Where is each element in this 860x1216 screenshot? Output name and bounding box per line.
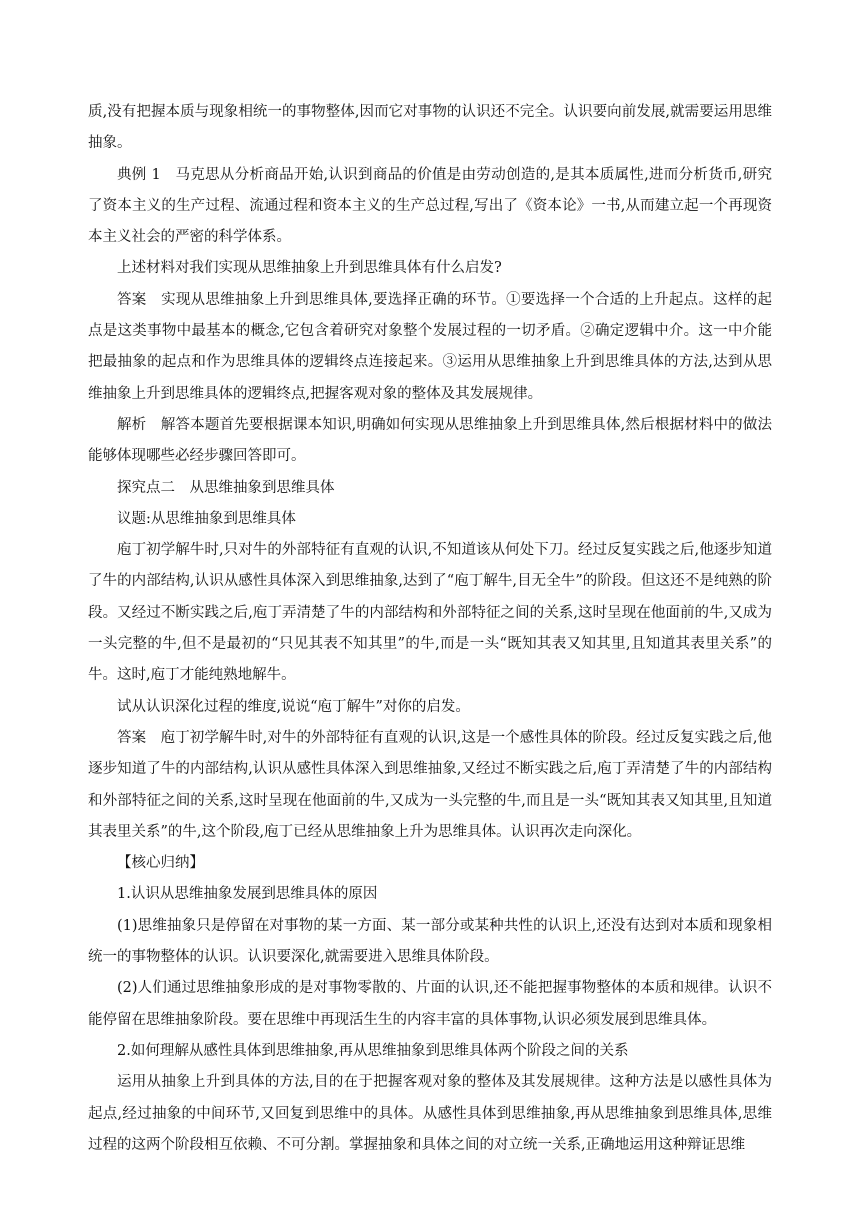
- paragraph-text: 1.认识从思维抽象发展到思维具体的原因: [117, 886, 378, 903]
- paragraph-text: 试从认识深化过程的维度,说说“庖丁解牛”对你的启发。: [117, 698, 470, 715]
- paragraph-question-1: [88, 253, 772, 284]
- paragraph-answer-1: [88, 285, 772, 410]
- summary-item-2-body: [88, 1067, 772, 1161]
- paragraph-text: 庖丁初学解牛时,对牛的外部特征有直观的认识,这是一个感性具体的阶段。经过反复实践之后,他逐步知道了牛的内部结构,认识从感性具体深入到思维抽象,又经过不断实践之后,庖丁弄清楚了牛的内部结构和外部特征之间的关系,这时呈现在他面前的牛,又成为一头完整的牛,而且是一头“既知其表又知其里,且知道其表里关系”的牛,这个阶段,庖丁已经从思维抽象上升为思维具体。认识再次走向深化。: [88, 729, 773, 840]
- summary-heading: [88, 848, 772, 879]
- paragraph-question-2: [88, 692, 772, 723]
- section-title: 从思维抽象到思维具体: [189, 479, 335, 496]
- paragraph-answer-2: [88, 723, 772, 848]
- paragraph-topic: [88, 504, 772, 535]
- example-label: 典例 1: [117, 166, 161, 183]
- paragraph-text: 2.如何理解从感性具体到思维抽象,再从思维抽象到思维具体两个阶段之间的关系: [117, 1042, 629, 1059]
- paragraph-example-1: [88, 160, 772, 254]
- paragraph-text: 庖丁初学解牛时,只对牛的外部特征有直观的认识,不知道该从何处下刀。经过反复实践之后,他逐步知道了牛的内部结构,认识从感性具体深入到思维抽象,达到了“庖丁解牛,目无全牛”的阶段。但这还不是纯熟的阶段。又经过不断实践之后,庖丁弄清楚了牛的内部结构和外部特征之间的关系,这时呈现在他面前的牛,又成为一头完整的牛,但不是最初的“只见其表不知其里”的牛,而是一头“既知其表又知其里,且知道其表里关系”的牛。这时,庖丁才能纯熟地解牛。: [88, 542, 772, 684]
- paragraph-analysis-1: [88, 410, 772, 473]
- paragraph-text: 上述材料对我们实现从思维抽象上升到思维具体有什么启发?: [117, 260, 502, 277]
- paragraph-text: 【核心归纳】: [117, 855, 204, 872]
- summary-item-1-point-2: [88, 973, 772, 1036]
- summary-item-2-title: [88, 1036, 772, 1067]
- paragraph-text: (1)思维抽象只是停留在对事物的某一方面、某一部分或某种共性的认识上,还没有达到对本质和现象相统一的事物整体的认识。认识要深化,就需要进入思维具体阶段。: [88, 917, 772, 966]
- summary-item-1-point-1: [88, 911, 772, 974]
- answer-label: 答案: [117, 291, 147, 308]
- paragraph-text: (2)人们通过思维抽象形成的是对事物零散的、片面的认识,还不能把握事物整体的本质和规律。认识不能停留在思维抽象阶段。要在思维中再现活生生的内容丰富的具体事物,认识必须发展到思维具体。: [88, 980, 772, 1028]
- paragraph-text: 实现从思维抽象上升到思维具体,要选择正确的环节。①要选择一个合适的上升起点。这样的起点是这类事物中最基本的概念,它包含着研究对象整个发展过程的一切矛盾。②确定逻辑中介。这一中介能把最抽象的起点和作为思维具体的逻辑终点连接起来。③运用从思维抽象上升到思维具体的方法,达到从思维抽象上升到思维具体的逻辑终点,把握客观对象的整体及其发展规律。: [88, 291, 772, 402]
- document-body: [88, 97, 772, 1161]
- paragraph-text: 议题:从思维抽象到思维具体: [117, 510, 296, 527]
- paragraph-text: 马克思从分析商品开始,认识到商品的价值是由劳动创造的,是其本质属性,进而分析货币,研究了资本主义的生产过程、流通过程和资本主义的生产总过程,写出了《资本论》一书,从而建立起一个再现资本主义社会的严密的科学体系。: [88, 166, 772, 246]
- paragraph-text: 运用从抽象上升到具体的方法,目的在于把握客观对象的整体及其发展规律。这种方法是以感性具体为起点,经过抽象的中间环节,又回复到思维中的具体。从感性具体到思维抽象,再从思维抽象到思维具体,思维过程的这两个阶段相互依赖、不可分割。掌握抽象和具体之间的对立统一关系,正确地运用这种辩证思维: [88, 1074, 772, 1153]
- paragraph-text: 质,没有把握本质与现象相统一的事物整体,因而它对事物的认识还不完全。认识要向前发展,就需要运用思维抽象。: [88, 104, 772, 152]
- section-heading: [88, 473, 772, 504]
- section-label: 探究点二: [117, 479, 175, 496]
- summary-item-1-title: [88, 879, 772, 910]
- paragraph-material: [88, 535, 772, 691]
- paragraph-text: 解答本题首先要根据课本知识,明确如何实现从思维抽象上升到思维具体,然后根据材料中的做法能够体现哪些必经步骤回答即可。: [88, 416, 773, 465]
- paragraph-continuation: [88, 97, 772, 160]
- analysis-label: 解析: [117, 416, 147, 433]
- answer-label: 答案: [117, 729, 147, 746]
